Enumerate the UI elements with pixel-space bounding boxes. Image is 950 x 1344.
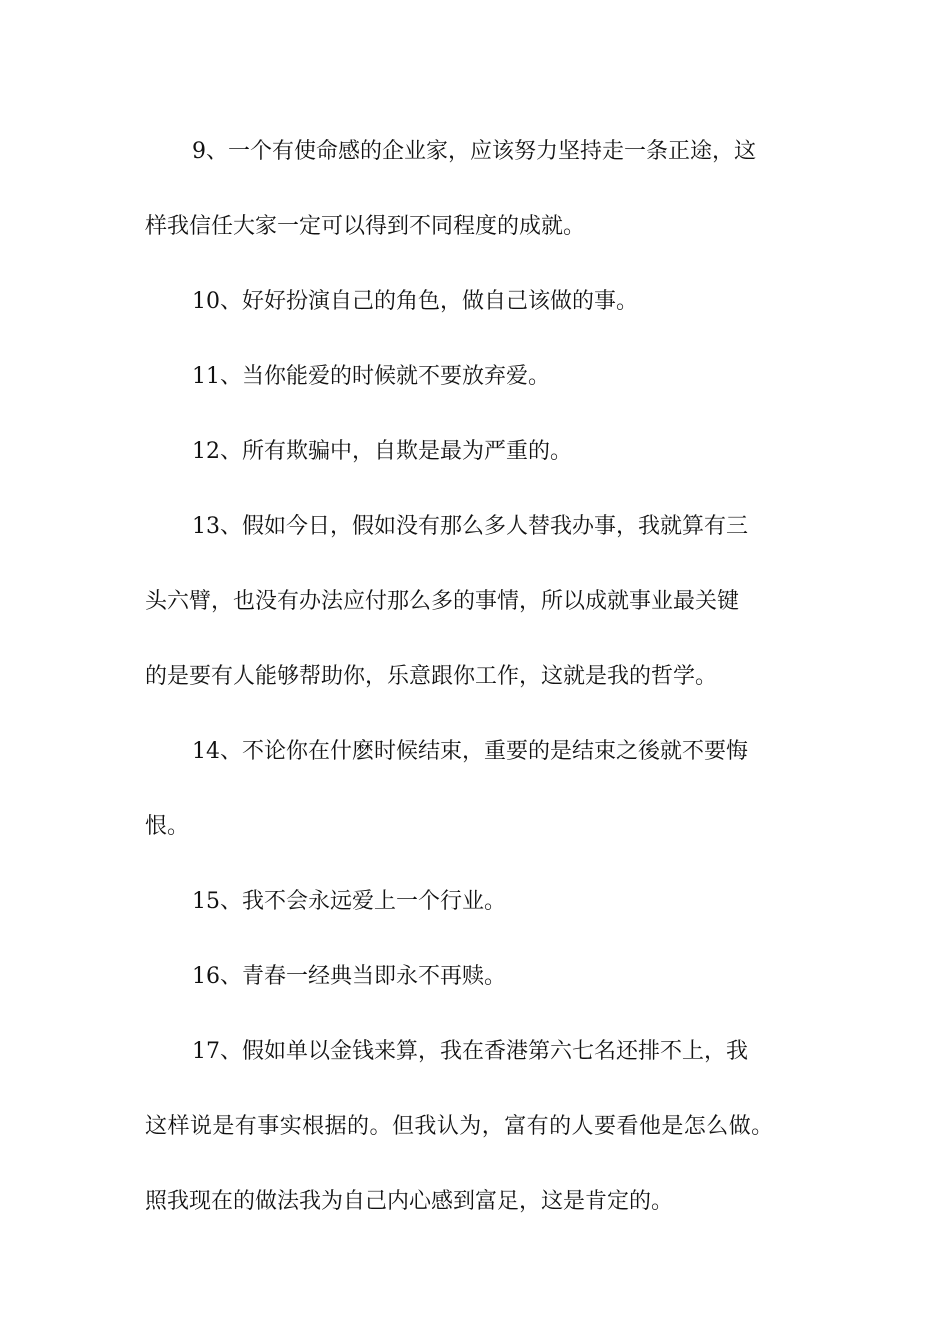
paragraph-12: 12、所有欺骗中，自欺是最为严重的。 <box>192 439 572 464</box>
paragraph-17-line-1: 17、假如单以金钱来算，我在香港第六七名还排不上，我 <box>192 1039 748 1064</box>
paragraph-11: 11、当你能爱的时候就不要放弃爱。 <box>192 364 550 389</box>
paragraph-16: 16、青春一经典当即永不再赎。 <box>192 964 506 989</box>
paragraph-10: 10、好好扮演自己的角色，做自己该做的事。 <box>192 289 638 314</box>
paragraph-13-line-1: 13、假如今日，假如没有那么多人替我办事，我就算有三 <box>192 514 748 539</box>
paragraph-15: 15、我不会永远爱上一个行业。 <box>192 889 506 914</box>
paragraph-17-line-3: 照我现在的做法我为自己内心感到富足，这是肯定的。 <box>145 1189 674 1214</box>
paragraph-13-line-2: 头六臂，也没有办法应付那么多的事情，所以成就事业最关键 <box>145 589 740 614</box>
paragraph-14-line-2: 恨。 <box>145 814 190 839</box>
paragraph-9-line-1: 9、一个有使命感的企业家，应该努力坚持走一条正途，这 <box>192 139 756 164</box>
paragraph-17-line-2: 这样说是有事实根据的。但我认为，富有的人要看他是怎么做。 <box>145 1114 774 1139</box>
paragraph-14-line-1: 14、不论你在什麽时候结束，重要的是结束之後就不要悔 <box>192 739 748 764</box>
document-body <box>145 133 815 1258</box>
paragraph-13-line-3: 的是要有人能够帮助你，乐意跟你工作，这就是我的哲学。 <box>145 664 718 689</box>
paragraph-9-line-2: 样我信任大家一定可以得到不同程度的成就。 <box>145 214 586 239</box>
